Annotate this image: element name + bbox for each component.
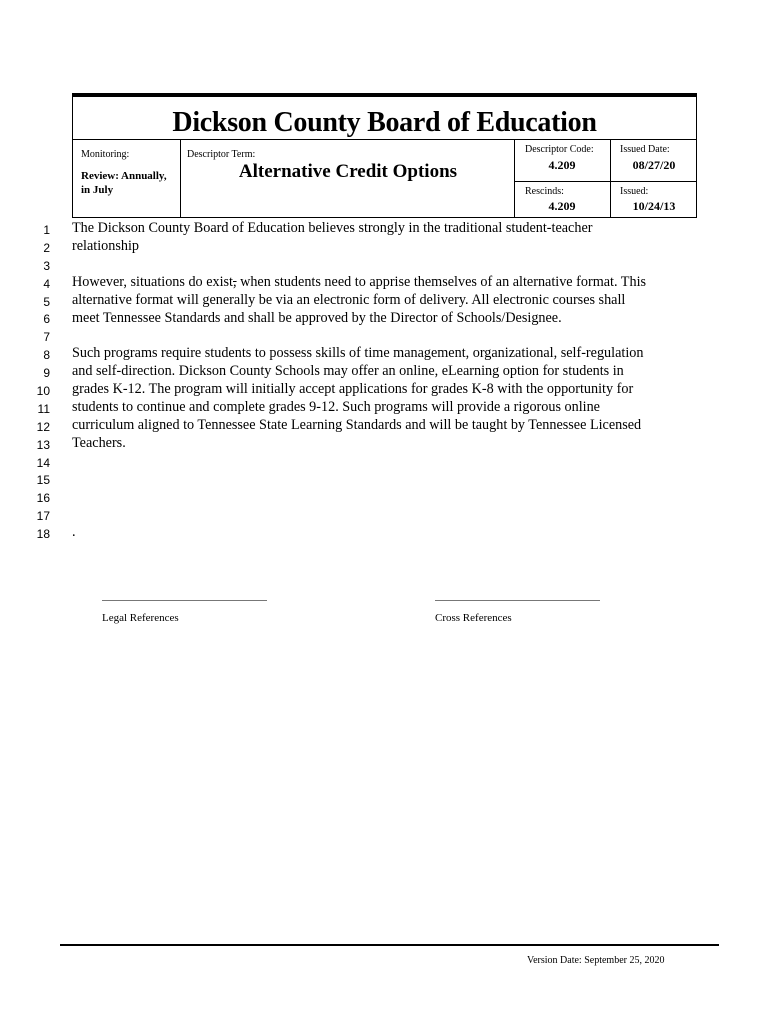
descriptor-code: 4.209 [548, 158, 576, 172]
line-number: 5 [43, 294, 50, 309]
legal-references-label: Legal References [102, 612, 179, 624]
descriptor-term-label: Descriptor Term: [187, 149, 256, 160]
monitoring-label: Monitoring: [81, 149, 130, 160]
line-number: 9 [43, 366, 50, 381]
issued-label: Issued: [620, 186, 649, 197]
policy-header [72, 93, 697, 218]
text-line: However, situations do exist, when students need to apprise themselves of an alternative format. This [72, 273, 647, 290]
policy-body [72, 220, 702, 542]
issued-original-date: 10/24/13 [632, 199, 676, 213]
struck-comma: , [233, 273, 237, 290]
line-number: 8 [43, 348, 50, 363]
line-number: 3 [43, 258, 50, 273]
line-number: 15 [36, 473, 50, 488]
paragraph-programs [72, 345, 702, 452]
line-number: 14 [36, 455, 50, 470]
issued-date-label: Issued Date: [620, 144, 670, 155]
paragraph-belief [72, 220, 702, 256]
cross-references-rule [435, 600, 600, 601]
line-number: 2 [43, 240, 50, 255]
text-line: and self-direction. Dickson County Schools may offer an online, eLearning option for students in [72, 363, 624, 380]
text-line: grades K-12. The program will initially accept applications for grades K-8 with the opportunity for [72, 381, 634, 398]
review-schedule: Review: Annually, in July [81, 170, 167, 196]
text-line: curriculum aligned to Tennessee State Learning Standards and will be taught by Tennessee Licensed [72, 416, 642, 433]
text-line: Such programs require students to possess skills of time management, organizational, self-regulation [72, 345, 644, 362]
rescinds-code: 4.209 [548, 199, 576, 213]
line-number: 7 [43, 330, 50, 345]
text-line: alternative format will generally be via an electronic form of delivery. All electronic courses shall [72, 291, 626, 308]
line-number: 11 [37, 401, 50, 416]
line-number: 12 [36, 419, 50, 434]
text-line: meet Tennessee Standards and shall be approved by the Director of Schools/Designee. [72, 309, 562, 326]
descriptor-term: Alternative Credit Options [238, 161, 458, 182]
trailing-period: . [72, 524, 76, 541]
line-number: 4 [43, 276, 50, 291]
line-number: 6 [43, 312, 50, 327]
legal-references-rule [102, 600, 267, 601]
cross-references-label: Cross References [435, 612, 512, 624]
line-number: 18 [36, 527, 50, 542]
text-line: students to continue and complete grades 9-12. Such programs will provide a rigorous online [72, 399, 600, 416]
header-column-divider [180, 139, 181, 217]
line-number: 16 [36, 491, 50, 506]
line-number: 13 [36, 437, 50, 452]
header-divider [73, 139, 696, 140]
org-title: Dickson County Board of Education [172, 107, 597, 138]
text-line: The Dickson County Board of Education believes strongly in the traditional student-teacher [72, 220, 593, 236]
version-date: Version Date: September 25, 2020 [527, 955, 665, 966]
issued-date: 08/27/20 [632, 158, 676, 172]
line-numbers [20, 222, 50, 544]
line-number: 17 [36, 509, 50, 524]
line-number: 10 [36, 384, 50, 399]
paragraph-alternative-format [72, 274, 702, 328]
text-line: Teachers. [72, 434, 126, 451]
text-line: relationship [72, 237, 139, 254]
footer-rule [60, 944, 719, 946]
header-row-divider [514, 181, 696, 182]
rescinds-label: Rescinds: [525, 186, 564, 197]
descriptor-code-label: Descriptor Code: [525, 144, 594, 155]
line-number: 1 [43, 223, 50, 237]
